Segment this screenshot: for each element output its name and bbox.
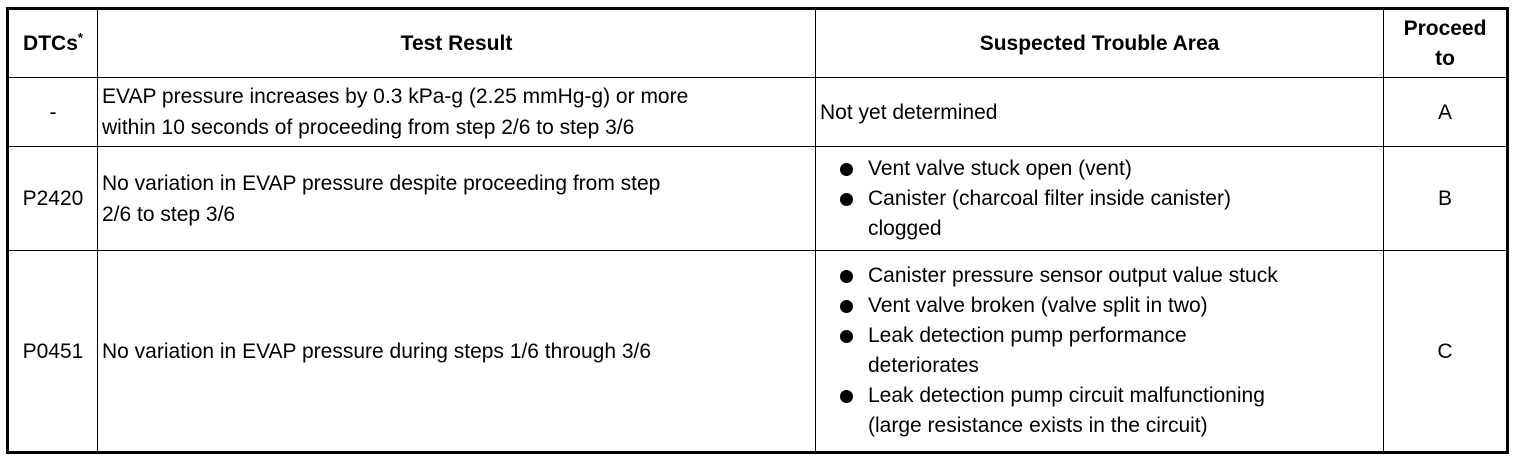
header-dtcs <box>8 9 98 78</box>
bullet-icon <box>840 390 853 403</box>
suspected-area-cell <box>816 147 1384 251</box>
header-suspected-area: Suspected Trouble Area <box>816 9 1384 78</box>
list-item-text: Leak detection pump performance <box>868 324 1187 347</box>
suspected-area-list <box>820 258 1379 444</box>
header-dtcs-note: * <box>77 29 83 45</box>
proceed-cell: C <box>1384 251 1508 453</box>
list-item-text: Leak detection pump circuit malfunctioning <box>868 384 1265 407</box>
bullet-icon <box>840 270 853 283</box>
header-dtcs-label: DTCs <box>23 31 78 55</box>
dtc-table <box>6 7 1509 454</box>
test-result-line: EVAP pressure increases by 0.3 kPa-g (2.25 mmHg-g) or more <box>102 85 689 108</box>
list-item-text: Canister (charcoal filter inside canister) <box>868 186 1231 210</box>
list-item-text: (large resistance exists in the circuit) <box>868 414 1208 437</box>
list-item-text: Canister pressure sensor output value stuck <box>868 264 1278 287</box>
list-item <box>836 261 1379 291</box>
list-item-text: deteriorates <box>868 354 979 377</box>
dtc-cell: - <box>8 78 98 147</box>
header-row <box>8 9 1508 78</box>
dtc-cell: P0451 <box>8 251 98 453</box>
list-item <box>836 321 1379 381</box>
header-proceed <box>1384 9 1508 78</box>
list-item <box>836 291 1379 321</box>
suspected-area-cell <box>816 251 1384 453</box>
table-row <box>8 147 1508 251</box>
test-result-line: No variation in EVAP pressure despite proceeding from step <box>102 171 661 195</box>
table-row <box>8 78 1508 147</box>
header-proceed-line2: to <box>1435 46 1455 70</box>
list-item <box>836 154 1379 184</box>
list-item-text: clogged <box>868 216 942 240</box>
list-item <box>836 381 1379 441</box>
bullet-icon <box>840 163 853 176</box>
header-proceed-line1: Proceed <box>1403 16 1487 40</box>
bullet-icon <box>840 300 853 313</box>
test-result-cell: No variation in EVAP pressure during steps 1/6 through 3/6 <box>98 251 816 453</box>
list-item-text: Vent valve broken (valve split in two) <box>868 294 1208 317</box>
suspected-area-cell: Not yet determined <box>816 78 1384 147</box>
test-result-line: within 10 seconds of proceeding from step 2/6 to step 3/6 <box>102 116 635 139</box>
test-result-cell <box>98 147 816 251</box>
table-row <box>8 251 1508 453</box>
list-item <box>836 184 1379 244</box>
test-result-cell <box>98 78 816 147</box>
suspected-area-list <box>820 151 1379 247</box>
bullet-icon <box>840 193 853 206</box>
test-result-line: 2/6 to step 3/6 <box>102 202 236 226</box>
proceed-cell: A <box>1384 78 1508 147</box>
dtc-cell: P2420 <box>8 147 98 251</box>
header-test-result: Test Result <box>98 9 816 78</box>
list-item-text: Vent valve stuck open (vent) <box>868 156 1132 180</box>
proceed-cell: B <box>1384 147 1508 251</box>
bullet-icon <box>840 330 853 343</box>
